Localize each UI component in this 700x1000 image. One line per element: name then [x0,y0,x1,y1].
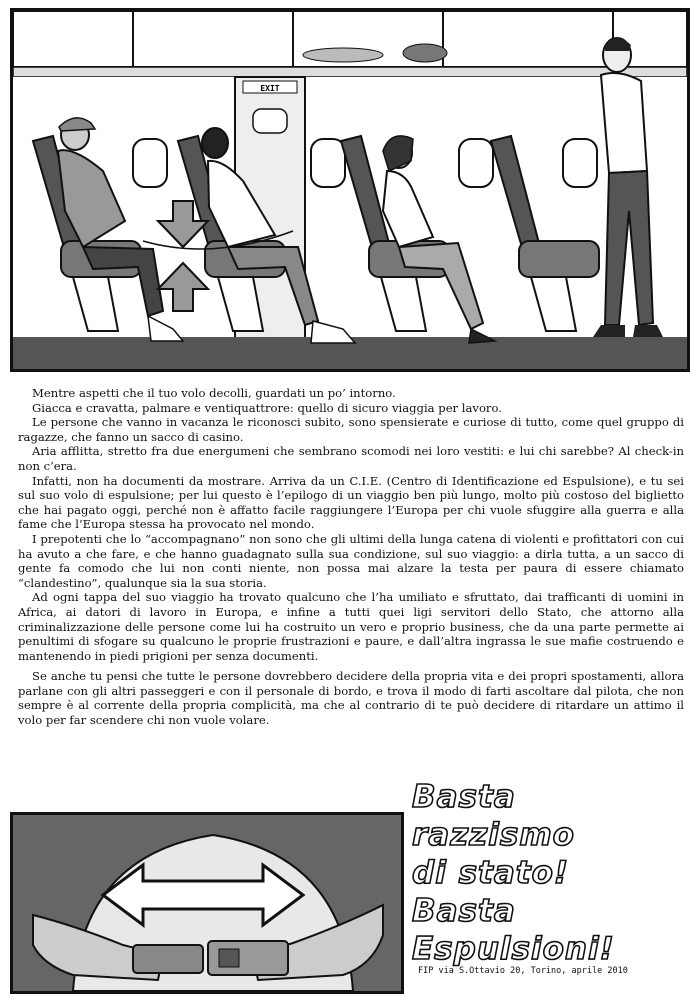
exit-sign: EXIT [260,84,280,93]
article-paragraph: Giacca e cravatta, palmare e ventiquattrore: quello di sicuro viaggia per lavoro. [32,400,502,415]
window [133,139,167,187]
seatbelt-illustration [10,812,404,994]
cabin-scene [13,11,687,369]
buckle-tongue [133,945,203,973]
seatbelt-scene [13,815,401,991]
article-paragraph: Ad ogni tappa del suo viaggio ha trovato qualcuno che l’ha umiliato e sfruttato, dai trafficanti di uomini in Africa, ai datori di lavoro in Europa, e infine a tutti quei ligi servitori dello Stato, che attorno alla criminalizzazione delle persone come lui ha costruito un vero e proprio business, che da una parte permette ai penultimi di sfogare su qualcuno le proprie frustrazioni e paure, e dall’altra ingrassa le sue mafie costruendo e mantenendo in piedi prigioni per senza documenti. [18,590,684,663]
cabin-illustration [10,8,690,372]
article-paragraph: Aria afflitta, stretto fra due energumeni che sembrano scomodi nei loro vestiti: e lui chi sarebbe? Al check-in non c’era. [18,444,684,473]
slogan-line: Basta [412,779,516,815]
article-paragraph: Le persone che vanno in vacanza le riconosci subito, sono spensierate e curiose di tutto, come quel gruppo di ragazze, che fanno un sacco di casino. [18,415,684,444]
slogan [412,778,694,968]
jacket-in-bin [303,48,383,62]
slogan-line: di stato! [412,855,570,891]
footer-credit: FIP via S.Ottavio 20, Torino, aprile 2010 [418,966,628,976]
hat-in-bin [403,44,447,62]
slogan-line: razzismo [412,817,575,853]
article-paragraph: Mentre aspetti che il tuo volo decolli, guardati un po’ intorno. [32,386,396,400]
slogan-line: Espulsioni! [412,931,615,967]
window [311,139,345,187]
article-paragraph: Se anche tu pensi che tutte le persone dovrebbero decidere della propria vita e dei propri spostamenti, allora parlane con gli altri passeggeri e con il personale di bordo, e trova il modo di farti ascoltare dal pilota, che non sempre è al corrente della propria complicità, ma che al contrario di te può decidere di ritardare un attimo il volo per far scendere chi non vuole volare. [18,669,684,728]
window [563,139,597,187]
article-body [18,386,684,728]
window [459,139,493,187]
article-paragraph: Infatti, non ha documenti da mostrare. Arriva da un C.I.E. (Centro di Identificazione ed Espulsione), e tu sei sul suo volo di espulsione; per lui questo è l’epilogo di un viaggio ben più lungo, molto più costoso del biglietto che hai pagato oggi, perché non è affatto facile raggiungere l’Europa per chi vuole sfuggire alla guerra e alla fame che l’Europa stessa ha provocato nel mondo. [18,473,684,532]
article-paragraph: I prepotenti che lo “accompagnano” non sono che gli ultimi della lunga catena di violenti e profittatori con cui ha avuto a che fare, e che hanno guadagnato sulla sua condizione, sul suo viaggio: a dirla tutta, a un sacco di gente fa comodo che lui non conti niente, non possa mai alzare la testa per paura di essere chiamato “clandestino”, qualunque sia la sua storia. [18,531,684,590]
slogan-line: Basta [412,893,516,929]
